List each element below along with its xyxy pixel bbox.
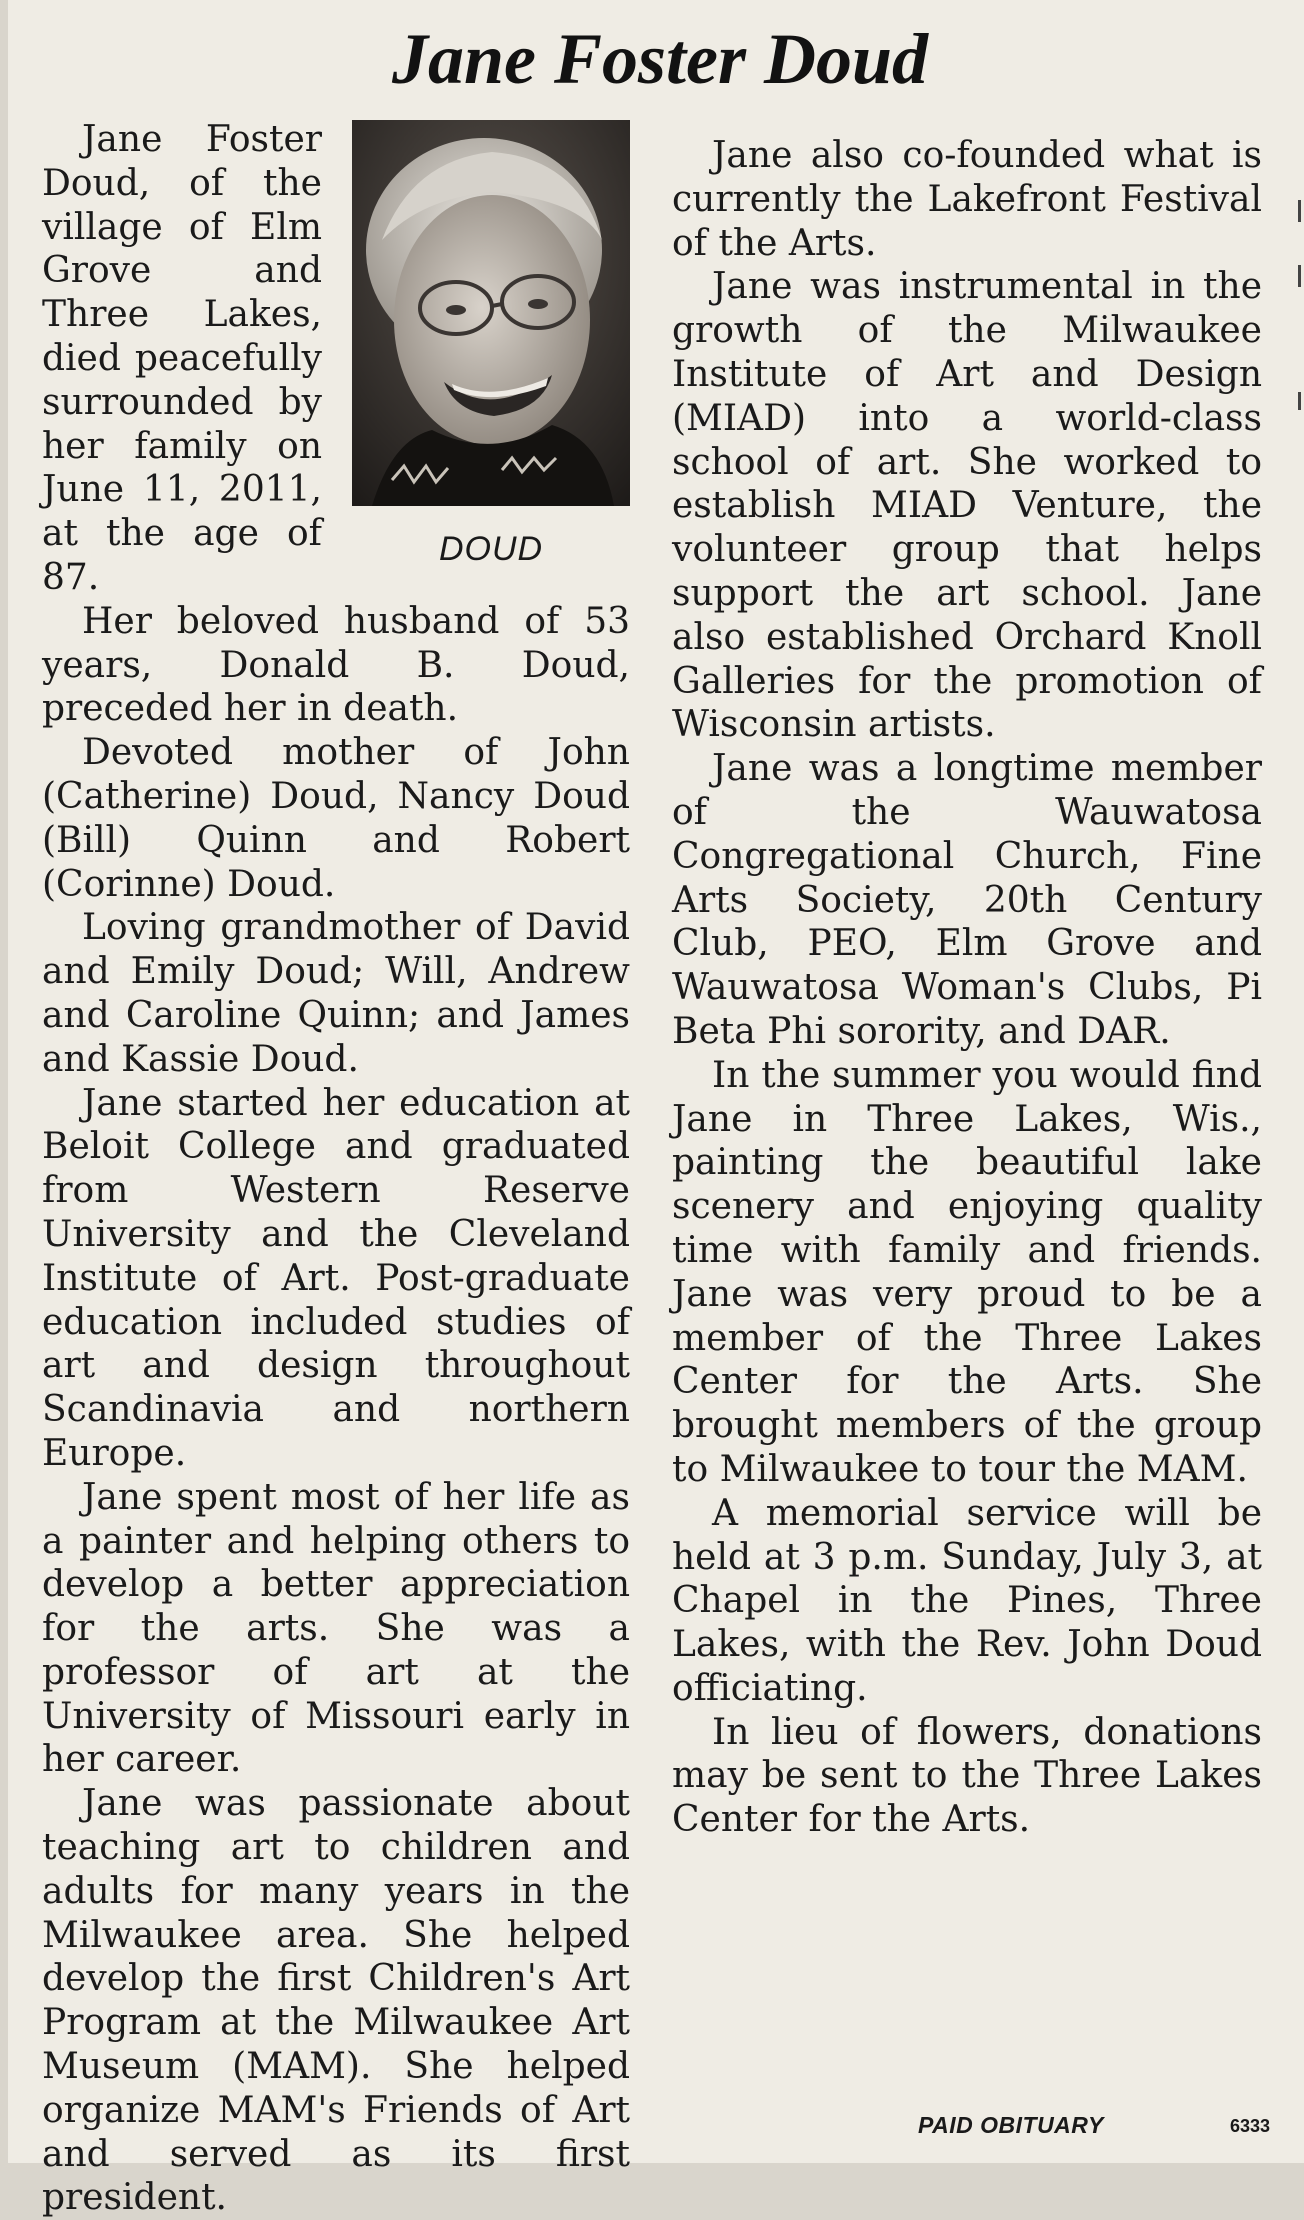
photo-caption: DOUD	[438, 530, 544, 568]
right-column	[672, 134, 1262, 1842]
portrait-photo	[352, 120, 630, 506]
paid-obituary-label: PAID OBITUARY	[918, 2112, 1104, 2138]
portrait-illustration	[352, 120, 630, 506]
obit-paragraph: Jane was instrumental in the growth of the Milwaukee Institute of Art and Design (MIAD) into a world-class school of art. She worked to establish MIAD Venture, the volunteer group that helps support the art school. Jane also established Orchard Knoll Galleries for the promotion of Wisconsin artists.	[672, 266, 1262, 746]
edge-mark	[1298, 392, 1301, 410]
edge-mark	[1298, 265, 1301, 287]
obit-paragraph: Jane spent most of her life as a painter and helping others to develop a better appreciation for the arts. She was a professor of art at the University of Missouri early in her career.	[42, 1476, 630, 1781]
obit-paragraph: Jane started her education at Beloit College and graduated from Western Reserve University and the Cleveland Institute of Art. Post-graduate education included studies of art and design throughout Scandinavia and northern Europe.	[42, 1082, 630, 1474]
obituary-clipping	[8, 0, 1304, 2219]
ad-number: 6333	[1230, 2116, 1271, 2136]
obit-paragraph: Jane was passionate about teaching art to children and adults for many years in the Milwaukee area. She helped develop the first Children's Art Program at the Milwaukee Art Museum (MAM). She helped organize MAM's Friends of Art and served as its first president.	[42, 1783, 630, 2219]
obit-paragraph: Jane was a longtime member of the Wauwatosa Congregational Church, Fine Arts Society, 20th Century Club, PEO, Elm Grove and Wauwatosa Woman's Clubs, Pi Beta Phi sorority, and DAR.	[672, 748, 1262, 1052]
edge-mark	[1298, 200, 1301, 222]
obit-paragraph: In the summer you would find Jane in Three Lakes, Wis., painting the beautiful lake scenery and enjoying quality time with family and friends. Jane was very proud to be a member of the Three Lakes Center for the Arts. She brought members of the group to Milwaukee to tour the MAM.	[672, 1054, 1262, 1490]
obit-paragraph: Her beloved husband of 53 years, Donald B. Doud, preceded her in death.	[42, 600, 630, 730]
obit-paragraph: In lieu of flowers, donations may be sent to the Three Lakes Center for the Arts.	[672, 1711, 1262, 1841]
obit-paragraph: Jane also co-founded what is currently the Lakefront Festival of the Arts.	[672, 135, 1262, 264]
obit-paragraph: A memorial service will be held at 3 p.m. Sunday, July 3, at Chapel in the Pines, Three Lakes, with the Rev. John Doud officiating.	[672, 1492, 1262, 1709]
obit-paragraph: Jane Foster Doud, of the village of Elm Grove and Three Lakes, died peacefully surrounded by her family on June 11, 2011, at the age of 87.	[42, 119, 322, 598]
portrait-block	[352, 120, 630, 584]
obit-paragraph: Loving grandmother of David and Emily Doud; Will, Andrew and Caroline Quinn; and James and Kassie Doud.	[42, 907, 630, 1080]
obituary-headline: Jane Foster Doud	[391, 19, 929, 99]
left-column	[42, 118, 630, 2220]
obit-paragraph: Devoted mother of John (Catherine) Doud, Nancy Doud (Bill) Quinn and Robert (Corinne) Doud.	[42, 732, 630, 905]
